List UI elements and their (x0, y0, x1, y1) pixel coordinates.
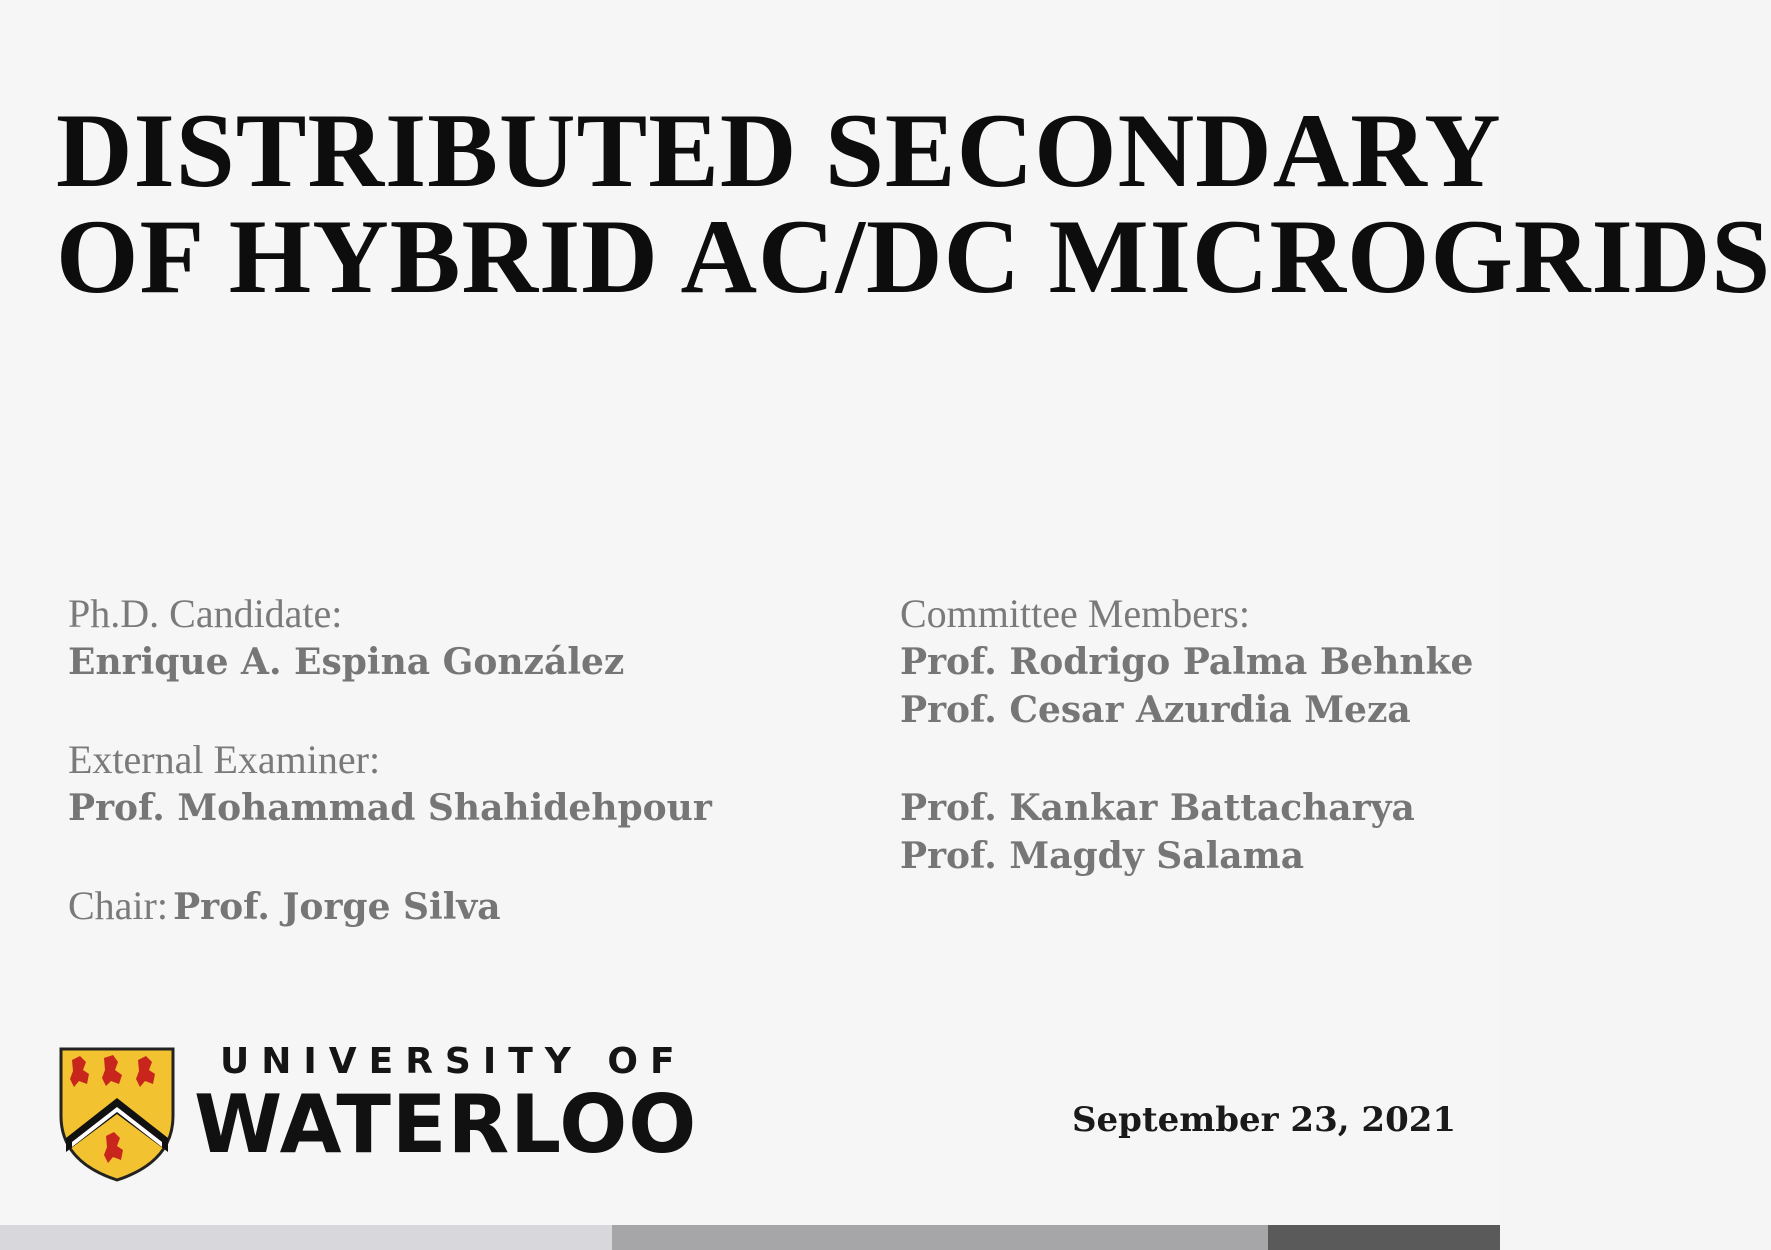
committee-member: Prof. Kankar Battacharya (900, 787, 1415, 829)
university-shield-icon (58, 1046, 176, 1182)
presentation-date: September 23, 2021 (1072, 1100, 1457, 1140)
candidate-label: Ph.D. Candidate: (68, 591, 343, 636)
logo-text-waterloo: WATERLOO (194, 1078, 698, 1171)
footer-bar-segment (0, 1225, 612, 1250)
chair-label: Chair: (68, 883, 168, 928)
chair-block (68, 882, 712, 938)
candidate-name: Enrique A. Espina González (68, 641, 625, 683)
committee-group-2 (900, 784, 1500, 880)
presentation-title (56, 92, 1771, 315)
committee-column (900, 590, 1500, 880)
chair-name: Prof. Jorge Silva (173, 886, 501, 928)
left-column (68, 590, 712, 938)
title-line-1: DISTRIBUTED SECONDARY (56, 92, 1502, 209)
committee-group-1 (900, 590, 1500, 734)
committee-label: Committee Members: (900, 591, 1250, 636)
candidate-block (68, 590, 712, 686)
external-examiner-name: Prof. Mohammad Shahidehpour (68, 787, 712, 829)
external-examiner-block (68, 736, 712, 832)
footer-bar-segment (1268, 1225, 1500, 1250)
external-examiner-label: External Examiner: (68, 737, 381, 782)
committee-member: Prof. Magdy Salama (900, 835, 1305, 877)
committee-member: Prof. Rodrigo Palma Behnke (900, 641, 1474, 683)
university-logo (58, 1041, 698, 1192)
committee-member: Prof. Cesar Azurdia Meza (900, 689, 1411, 731)
footer-bar-segment (612, 1225, 1268, 1250)
logo-text-university-of: UNIVERSITY OF (220, 1041, 687, 1082)
title-line-2: OF HYBRID AC/DC MICROGRIDS (56, 198, 1771, 315)
